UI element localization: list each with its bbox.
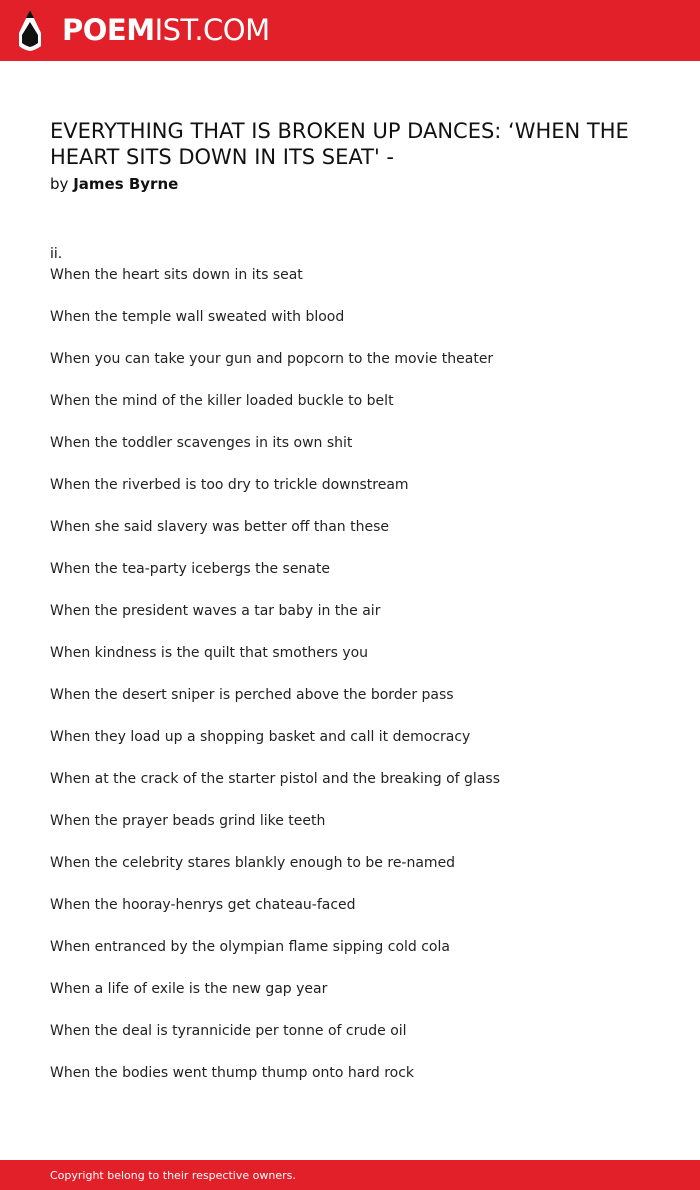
- author-name: James Byrne: [73, 175, 179, 193]
- logo-light-text: IST.COM: [154, 13, 270, 47]
- site-header: [0, 0, 700, 61]
- poem-line: When the temple wall sweated with blood: [50, 309, 345, 325]
- poem-line: When the toddler scavenges in its own shit: [50, 435, 353, 451]
- poem-line: When kindness is the quilt that smothers you: [50, 645, 369, 661]
- site-logo[interactable]: [62, 12, 270, 48]
- poem-line: When a life of exile is the new gap year: [50, 981, 328, 997]
- site-footer: [0, 1160, 700, 1190]
- poem-line: When entranced by the olympian flame sipping cold cola: [50, 939, 450, 955]
- poem-line: When the bodies went thump thump onto hard rock: [50, 1065, 415, 1081]
- pencil-icon: [17, 9, 43, 52]
- poem-line: When the president waves a tar baby in the air: [50, 603, 381, 619]
- poem-line: When the heart sits down in its seat: [50, 267, 303, 283]
- poem-line: When the desert sniper is perched above the border pass: [50, 687, 454, 703]
- poem-line: When the riverbed is too dry to trickle downstream: [50, 477, 409, 493]
- poem-line: When the deal is tyrannicide per tonne of crude oil: [50, 1023, 407, 1039]
- poem-line: When she said slavery was better off than these: [50, 519, 390, 535]
- poem-title: EVERYTHING THAT IS BROKEN UP DANCES: ‘WHEN THE HEART SITS DOWN IN ITS SEAT' -: [50, 119, 629, 169]
- logo-bold-text: POEM: [62, 13, 155, 47]
- section-number: ii.: [50, 246, 63, 262]
- copyright-notice: Copyright belong to their respective owners.: [50, 1169, 296, 1182]
- poem-line: When at the crack of the starter pistol and the breaking of glass: [50, 771, 500, 787]
- poem-line: When they load up a shopping basket and call it democracy: [50, 729, 471, 745]
- byline: [50, 173, 178, 195]
- poem-line: When the mind of the killer loaded buckle to belt: [50, 393, 394, 409]
- poem-body: [50, 265, 670, 1105]
- poem-line: When the tea-party icebergs the senate: [50, 561, 330, 577]
- poem-line: When the prayer beads grind like teeth: [50, 813, 326, 829]
- poem-line: When you can take your gun and popcorn to the movie theater: [50, 351, 494, 367]
- by-label: by: [50, 175, 69, 193]
- poem-line: When the hooray-henrys get chateau-faced: [50, 897, 356, 913]
- poem-line: When the celebrity stares blankly enough to be re-named: [50, 855, 456, 871]
